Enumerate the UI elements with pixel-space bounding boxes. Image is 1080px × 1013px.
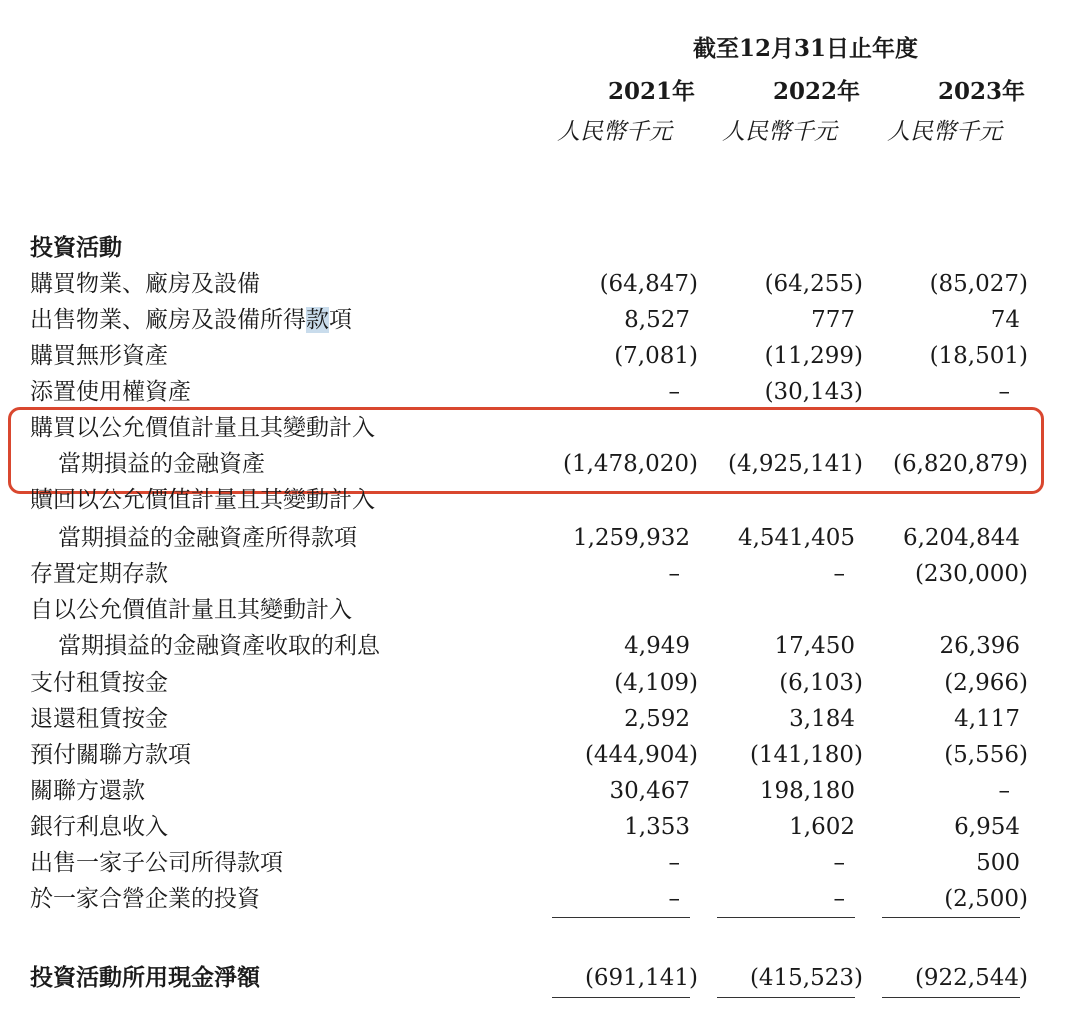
- value-2023: 74: [990, 307, 1020, 333]
- value-2022: 198,180: [759, 778, 855, 804]
- row-label: 銀行利息收入: [30, 814, 168, 840]
- value-2023: 6,954: [954, 814, 1020, 840]
- value-2023: 6,204,844: [902, 525, 1020, 551]
- value-2021: (7,081): [614, 343, 698, 369]
- table-row: [0, 556, 1080, 592]
- value-2022: 1,602: [789, 814, 855, 840]
- row-label: 退還租賃按金: [30, 706, 168, 732]
- row-label: 預付關聯方款項: [30, 742, 191, 768]
- value-2022: 777: [811, 307, 855, 333]
- row-label: 出售一家子公司所得款項: [30, 850, 283, 876]
- value-2022: 3,184: [789, 706, 855, 732]
- row-label-line1: 購買以公允價值計量且其變動計入: [30, 415, 375, 441]
- value-2022: (4,925,141): [727, 451, 863, 477]
- value-2021: 30,467: [609, 778, 690, 804]
- table-row: [0, 520, 1080, 556]
- value-2021: 1,353: [624, 814, 690, 840]
- row-label: 添置使用權資產: [30, 379, 191, 405]
- table-row: [0, 845, 1080, 881]
- unit-2021: 人民幣千元: [557, 119, 672, 145]
- subtotal-rule-2023: [882, 917, 1020, 918]
- subtotal-rule-2022: [717, 917, 855, 918]
- value-2022: (11,299): [764, 343, 863, 369]
- value-2023: (2,966): [944, 670, 1028, 696]
- value-2021: –: [668, 561, 680, 587]
- section-title: 投資活動: [30, 234, 122, 261]
- value-2022: (64,255): [764, 271, 863, 297]
- table-row: [0, 737, 1080, 773]
- table-row: [0, 338, 1080, 374]
- value-2021: 8,527: [624, 307, 690, 333]
- unit-2022: 人民幣千元: [722, 119, 837, 145]
- total-row: [0, 960, 1080, 996]
- total-rule-2021: [552, 997, 690, 998]
- row-label-line2: 當期損益的金融資產收取的利息: [58, 633, 380, 659]
- value-2023: (6,820,879): [892, 451, 1028, 477]
- value-2023: (85,027): [929, 271, 1028, 297]
- value-2022: (30,143): [764, 379, 863, 405]
- total-2023: (922,544): [914, 965, 1028, 991]
- value-2022: –: [833, 886, 845, 912]
- value-2023: (5,556): [944, 742, 1028, 768]
- row-label-line2: 當期損益的金融資產: [58, 451, 265, 477]
- value-2021: –: [668, 886, 680, 912]
- row-label-part-a: 出售物業、廠房及設備所得: [30, 307, 306, 333]
- value-2021: (4,109): [614, 670, 698, 696]
- table-row-line1: [0, 482, 1080, 518]
- row-label: 關聯方還款: [30, 778, 145, 804]
- year-2022-header: 2022年: [773, 78, 861, 105]
- row-label: 購買物業、廠房及設備: [30, 271, 260, 297]
- row-label-line1: 自以公允價值計量且其變動計入: [30, 597, 352, 623]
- value-2021: 4,949: [624, 633, 690, 659]
- table-row: [0, 665, 1080, 701]
- total-2022: (415,523): [749, 965, 863, 991]
- total-label: 投資活動所用現金淨額: [30, 964, 260, 991]
- row-label: 購買無形資產: [30, 343, 168, 369]
- value-2022: (141,180): [749, 742, 863, 768]
- table-row: [0, 701, 1080, 737]
- value-2023: (18,501): [929, 343, 1028, 369]
- table-row: [0, 881, 1080, 917]
- highlight-box: [8, 407, 1044, 494]
- total-rule-2022: [717, 997, 855, 998]
- table-row-line1: [0, 592, 1080, 628]
- value-2021: –: [668, 379, 680, 405]
- value-2023: 4,117: [954, 706, 1020, 732]
- value-2021: 2,592: [624, 706, 690, 732]
- row-label: [30, 302, 352, 338]
- value-2021: (1,478,020): [562, 451, 698, 477]
- row-label: 支付租賃按金: [30, 670, 168, 696]
- selected-text[interactable]: 款: [306, 307, 329, 333]
- period-title: 截至12月31日止年度: [693, 35, 919, 62]
- row-label-part-b: 項: [329, 307, 352, 333]
- section-header-row: [0, 230, 1080, 266]
- value-2021: (444,904): [584, 742, 698, 768]
- value-2023: 500: [976, 850, 1020, 876]
- value-2021: (64,847): [599, 271, 698, 297]
- value-2021: –: [668, 850, 680, 876]
- value-2022: (6,103): [779, 670, 863, 696]
- value-2021: 1,259,932: [572, 525, 690, 551]
- value-2022: –: [833, 561, 845, 587]
- value-2022: –: [833, 850, 845, 876]
- table-row: [0, 773, 1080, 809]
- table-row: [0, 628, 1080, 664]
- unit-2023: 人民幣千元: [887, 119, 1002, 145]
- year-2021-header: 2021年: [608, 78, 696, 105]
- row-label: 於一家合營企業的投資: [30, 886, 260, 912]
- table-row: [0, 809, 1080, 845]
- subtotal-rule-2021: [552, 917, 690, 918]
- value-2023: 26,396: [939, 633, 1020, 659]
- total-rule-2023: [882, 997, 1020, 998]
- value-2022: 17,450: [774, 633, 855, 659]
- table-row: [0, 266, 1080, 302]
- row-label: 存置定期存款: [30, 561, 168, 587]
- value-2023: (2,500): [944, 886, 1028, 912]
- value-2023: –: [998, 379, 1010, 405]
- row-label-line2: 當期損益的金融資產所得款項: [58, 525, 357, 551]
- row-label-line1: 贖回以公允價值計量且其變動計入: [30, 487, 375, 513]
- value-2023: –: [998, 778, 1010, 804]
- value-2022: 4,541,405: [737, 525, 855, 551]
- year-2023-header: 2023年: [938, 78, 1026, 105]
- total-2021: (691,141): [584, 965, 698, 991]
- table-row: [0, 302, 1080, 338]
- table-row: [0, 374, 1080, 410]
- value-2023: (230,000): [914, 561, 1028, 587]
